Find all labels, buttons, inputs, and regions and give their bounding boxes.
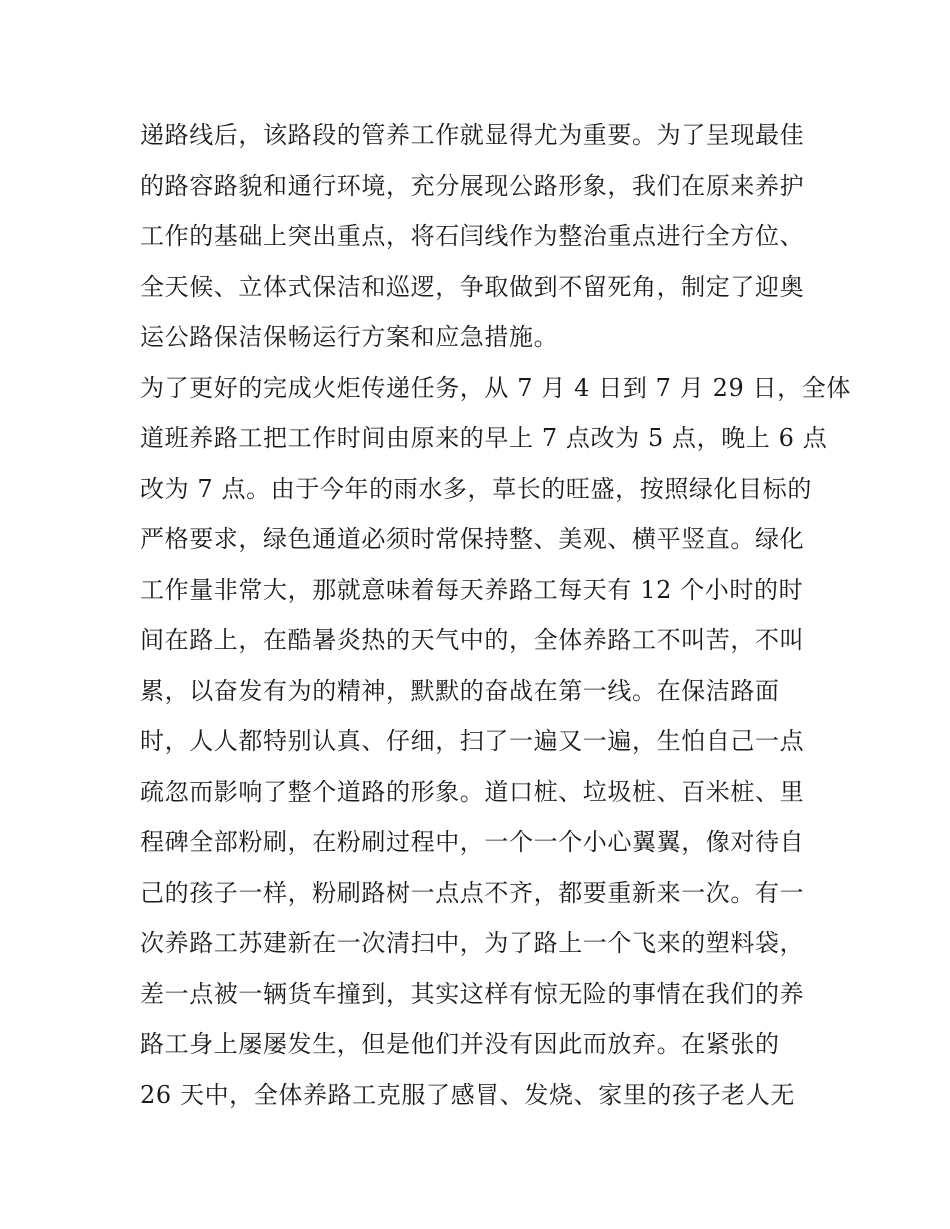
text-line: 递路线后，该路段的管养工作就显得尤为重要。为了呈现最佳 bbox=[140, 121, 805, 149]
text-line: 全天候、立体式保洁和巡逻，争取做到不留死角，制定了迎奥 bbox=[140, 272, 805, 301]
text-line: 26 天中，全体养路工克服了感冒、发烧、家里的孩子老人无 bbox=[140, 1080, 795, 1109]
text-line: 运公路保洁保畅运行方案和应急措施。 bbox=[140, 323, 559, 351]
text-line: 路工身上屡屡发生，但是他们并没有因此而放弃。在紧张的 bbox=[140, 1030, 780, 1058]
text-line: 次养路工苏建新在一次清扫中，为了路上一个飞来的塑料袋， bbox=[140, 929, 805, 957]
text-line: 疏忽而影响了整个道路的形象。道口桩、垃圾桩、百米桩、里 bbox=[140, 777, 805, 806]
text-line: 己的孩子一样，粉刷路树一点点不齐，都要重新来一次。有一 bbox=[140, 878, 805, 907]
text-line: 工作的基础上突出重点，将石闫线作为整治重点进行全方位、 bbox=[140, 222, 805, 250]
text-line: 程碑全部粉刷，在粉刷过程中，一个一个小心翼翼，像对待自 bbox=[140, 828, 805, 856]
text-line: 间在路上，在酷暑炎热的天气中的，全体养路工不叫苦，不叫 bbox=[140, 626, 805, 654]
text-line: 改为 7 点。由于今年的雨水多，草长的旺盛，按照绿化目标的 bbox=[140, 474, 812, 503]
text-line: 时，人人都特别认真、仔细，扫了一遍又一遍，生怕自己一点 bbox=[140, 727, 805, 755]
text-line: 差一点被一辆货车撞到，其实这样有惊无险的事情在我们的养 bbox=[140, 979, 805, 1008]
text-line: 累，以奋发有为的精神，默默的奋战在第一线。在保洁路面 bbox=[140, 676, 780, 705]
text-line: 的路容路貌和通行环境，充分展现公路形象，我们在原来养护 bbox=[140, 171, 805, 200]
document-body bbox=[140, 110, 851, 1120]
text-line: 严格要求，绿色通道必须时常保持整、美观、横平竖直。绿化 bbox=[140, 525, 805, 553]
text-line: 道班养路工把工作时间由原来的早上 7 点改为 5 点，晚上 6 点 bbox=[140, 424, 828, 452]
text-line: 为了更好的完成火炬传递任务，从 7 月 4 日到 7 月 29 日，全体 bbox=[140, 373, 851, 402]
text-line: 工作量非常大，那就意味着每天养路工每天有 12 个小时的时 bbox=[140, 575, 804, 604]
